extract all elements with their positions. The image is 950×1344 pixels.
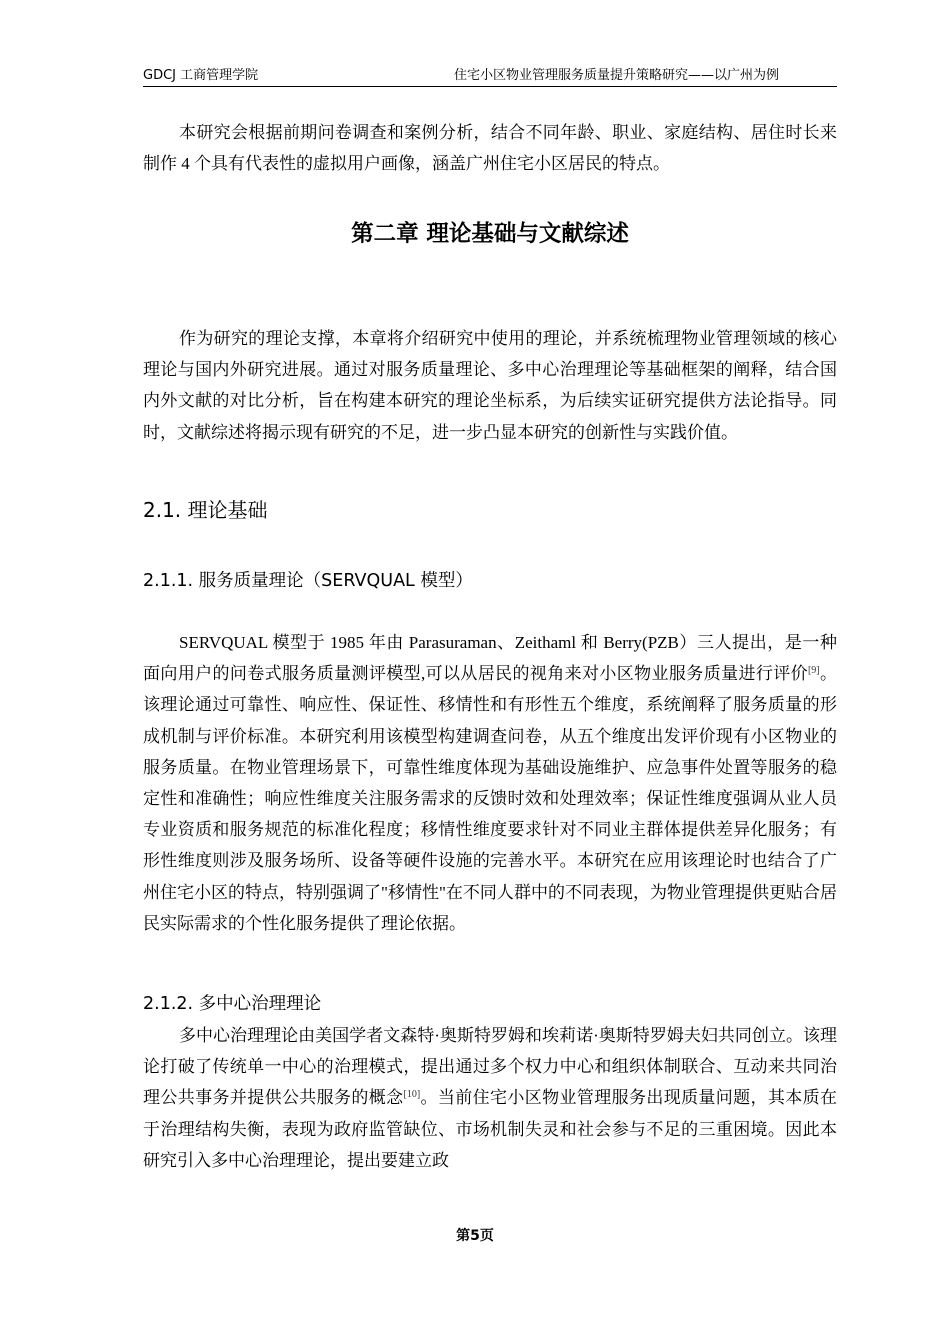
servqual-paragraph <box>143 627 837 939</box>
chapter-title: 第二章 理论基础与文献综述 <box>351 221 629 247</box>
header-paper-title: 住宅小区物业管理服务质量提升策略研究——以广州为例 <box>453 68 779 83</box>
servqual-text-a: SERVQUAL 模型于 1985 年由 Parasuraman、Zeithaml 和 Berry(PZB）三人提出，是一种面向用户的问卷式服务质量测评模型,可以从居民的视角来对小区物业服务质量进行评价 <box>143 633 837 684</box>
chapter-intro-paragraph: 作为研究的理论支撑，本章将介绍研究中使用的理论，并系统梳理物业管理领域的核心理论与国内外研究进展。通过对服务质量理论、多中心治理理论等基础框架的阐释，结合国内外文献的对比分析，旨在构建本研究的理论坐标系，为后续实证研究提供方法论指导。同时，文献综述将揭示现有研究的不足，进一步凸显本研究的创新性与实践价值。 <box>143 329 837 442</box>
polycentric-text-a: 多中心治理理论由美国学者文森特·奥斯特罗姆和埃莉诺·奥斯特罗姆夫妇共同创立。该理论打破了传统单一中心的治理模式，提出通过多个权力中心和组织体制联合、互动来共同治理公共事务并提供公共服务的概念 <box>143 1026 837 1108</box>
header-rule <box>143 86 837 87</box>
polycentric-text-b: 。当前住宅小区物业管理服务出现质量问题，其本质在于治理结构失衡，表现为政府监管缺位、市场机制失灵和社会参与不足的三重困境。因此本研究引入多中心治理理论，提出要建立政 <box>143 1088 838 1170</box>
servqual-text-b: 。该理论通过可靠性、响应性、保证性、移情性和有形性五个维度，系统阐释了服务质量的形成机制与评价标准。本研究利用该模型构建调查问卷，从五个维度出发评价现有小区物业的服务质量。在物业管理场景下，可靠性维度体现为基础设施维护、应急事件处置等服务的稳定性和准确性；响应性维度关注服务需求的反馈时效和处理效率；保证性维度强调从业人员专业资质和服务规范的标准化程度；移情性维度要求针对不同业主群体提供差异化服务；有形性维度则涉及服务场所、设备等硬件设施的完善水平。本研究在应用该理论时也结合了广州住宅小区的特点，特别强调了"移情性"在不同人群中的不同表现，为物业管理提供更贴合居民实际需求的个性化服务提供了理论依据。 <box>143 664 838 933</box>
page-number: 第5页 <box>456 1228 494 1244</box>
citation-ref-9[interactable]: [9] <box>807 665 820 677</box>
citation-ref-10[interactable]: [10] <box>403 1089 421 1101</box>
section-heading-2-1-1: 2.1.1. 服务质量理论（SERVQUAL 模型） <box>143 571 473 591</box>
section-heading-2-1: 2.1. 理论基础 <box>143 498 268 522</box>
polycentric-paragraph <box>143 1020 837 1176</box>
intro-paragraph: 本研究会根据前期问卷调查和案例分析，结合不同年龄、职业、家庭结构、居住时长来制作 4 个具有代表性的虚拟用户画像，涵盖广州住宅小区居民的特点。 <box>143 123 837 174</box>
section-heading-2-1-2: 2.1.2. 多中心治理理论 <box>143 994 322 1014</box>
header-institution: GDCJ 工商管理学院 <box>143 68 259 83</box>
running-header <box>143 66 837 88</box>
